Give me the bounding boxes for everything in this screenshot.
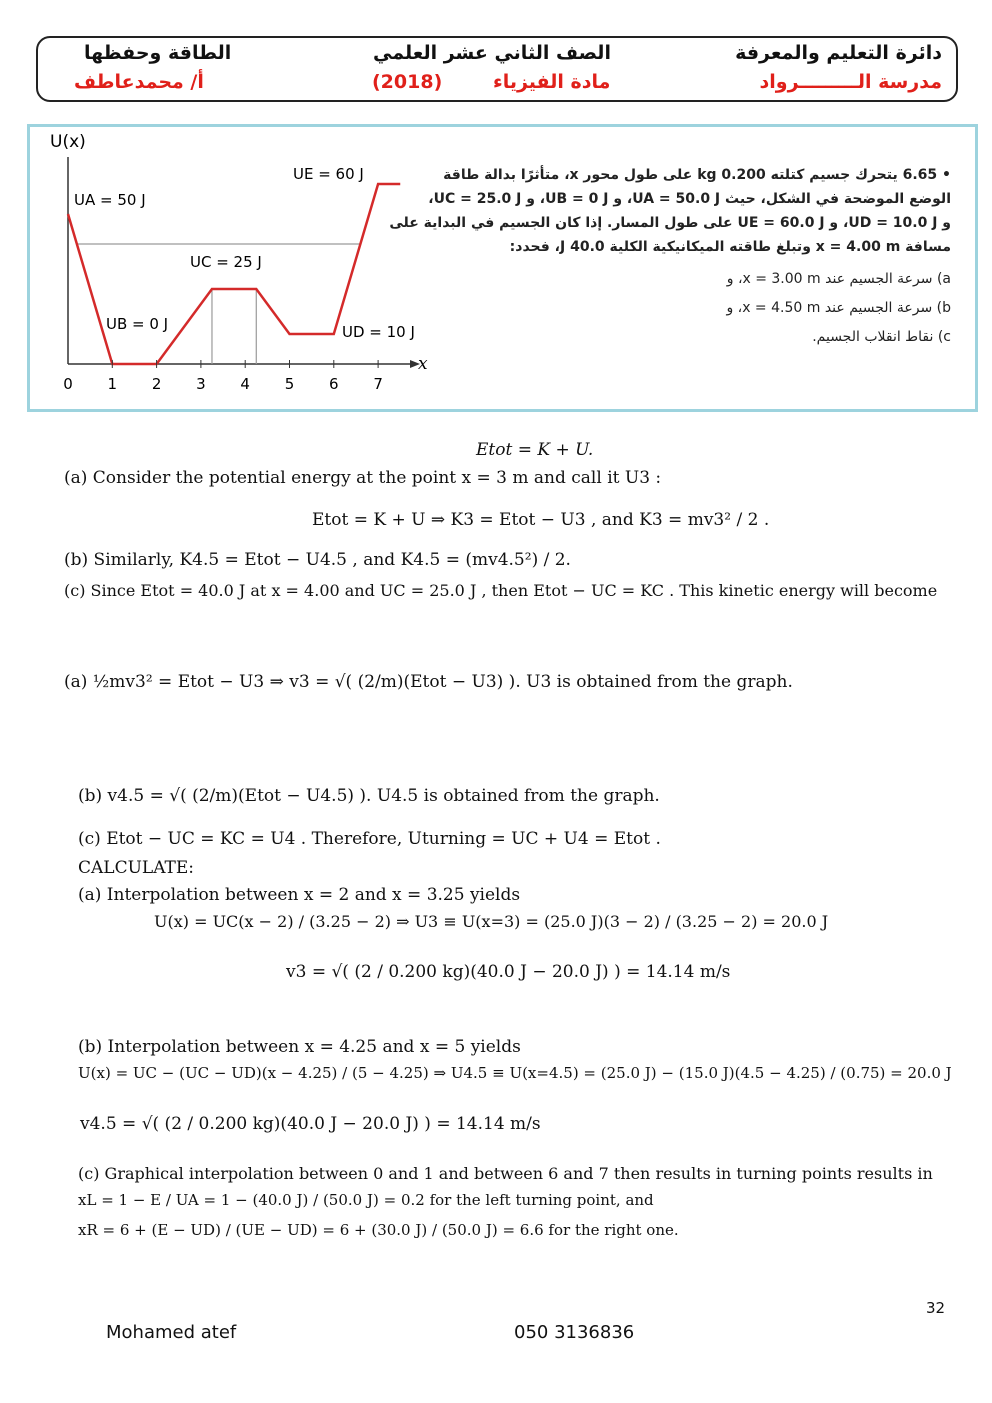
x-tick-label: 0 xyxy=(63,375,73,393)
solution-c-since: (c) Since Etot = 40.0 J at x = 4.00 and UC = 25.0 J , then Etot − UC = KC . This kinetic energy will become xyxy=(64,581,938,600)
header-school: مدرسة الـــــــــرواد xyxy=(759,71,942,93)
x-tick-label: 6 xyxy=(329,375,339,393)
x-tick-label: 3 xyxy=(196,375,206,393)
x-tick-label: 7 xyxy=(373,375,383,393)
header-box xyxy=(36,36,958,102)
etot-equation: Etot = K + U. xyxy=(476,440,594,460)
solution-a-ux: U(x) = UC(x − 2) / (3.25 − 2) ⇒ U3 ≡ U(x=3) = (25.0 J)(3 − 2) / (3.25 − 2) = 20.0 J xyxy=(154,912,829,931)
solution-c-xl: xL = 1 − E / UA = 1 − (40.0 J) / (50.0 J) = 0.2 for the left turning point, and xyxy=(78,1191,654,1209)
footer-author: Mohamed atef xyxy=(106,1322,237,1343)
x-tick-label: 5 xyxy=(284,375,295,393)
solution-b-formula: (b) v4.5 = √( (2/m)(Etot − U4.5) ). U4.5 is obtained from the graph. xyxy=(78,786,660,806)
problem-line-1: • 6.65 يتحرك جسيم كتلته 0.200 kg على طول محور x، متأثرًا بدالة طاقة xyxy=(443,167,951,183)
solution-c-formula: (c) Etot − UC = KC = U4 . Therefore, Uturning = UC + U4 = Etot . xyxy=(78,829,661,849)
header-year: (2018) xyxy=(372,71,443,93)
label-uc: UC = 25 J xyxy=(190,253,262,271)
problem-part-a: a) سرعة الجسيم عند x = 3.00 m، و xyxy=(726,271,951,287)
solution-b-similarly: (b) Similarly, K4.5 = Etot − U4.5 , and K4.5 = (mv4.5²) / 2. xyxy=(64,550,571,570)
solution-a-intro: (a) Consider the potential energy at the point x = 3 m and call it U3 : xyxy=(64,468,662,488)
solution-a-equation: Etot = K + U ⇒ K3 = Etot − U3 , and K3 = mv3² / 2 . xyxy=(312,510,770,530)
problem-line-3: و UD = 10.0 J، و UE = 60.0 J على طول المسار. إذا كان الجسيم في البداية على xyxy=(389,215,951,231)
solution-c-interp: (c) Graphical interpolation between 0 and 1 and between 6 and 7 then results in turning points results in xyxy=(78,1164,933,1183)
x-tick-label: 4 xyxy=(240,375,250,393)
label-ub: UB = 0 J xyxy=(106,315,169,333)
solution-b-interp: (b) Interpolation between x = 4.25 and x = 5 yields xyxy=(78,1037,521,1057)
header-grade: الصف الثاني عشر العلمي xyxy=(373,42,611,64)
solution-a-formula: (a) ½mv3² = Etot − U3 ⇒ v3 = √( (2/m)(Etot − U3) ). U3 is obtained from the graph. xyxy=(64,672,793,692)
calculate-heading: CALCULATE: xyxy=(78,858,195,878)
problem-line-2: الوضع الموضحة في الشكل، حيث UA = 50.0 J، و UB = 0 J، و UC = 25.0 J، xyxy=(428,191,951,207)
solution-b-velocity: v4.5 = √( (2 / 0.200 kg)(40.0 J − 20.0 J) ) = 14.14 m/s xyxy=(80,1114,541,1134)
solution-b-ux: U(x) = UC − (UC − UD)(x − 4.25) / (5 − 4.25) ⇒ U4.5 ≡ U(x=4.5) = (25.0 J) − (15.0 J)(4.5 − 4.25) / (0.75) = 20.0 J xyxy=(78,1064,952,1082)
header-topic: الطاقة وحفظها xyxy=(84,42,232,64)
potential-energy-graph xyxy=(30,127,440,407)
page-number: 32 xyxy=(926,1299,946,1317)
x-tick-label: 2 xyxy=(151,375,162,393)
x-axis-label: x xyxy=(418,354,428,374)
x-tick-label: 1 xyxy=(107,375,118,393)
footer-phone: 050 3136836 xyxy=(514,1322,635,1343)
header-subject: مادة الفيزياء xyxy=(493,71,611,93)
label-ua: UA = 50 J xyxy=(74,191,146,209)
problem-part-b: b) سرعة الجسيم عند x = 4.50 m، و xyxy=(726,300,951,316)
y-axis-label: U(x) xyxy=(50,132,86,152)
problem-line-4: مسافة x = 4.00 m وتبلغ طاقته الميكانيكية الكلية 40.0 J، فحدد: xyxy=(509,239,951,255)
solution-a-velocity: v3 = √( (2 / 0.200 kg)(40.0 J − 20.0 J) ) = 14.14 m/s xyxy=(286,962,731,982)
solution-c-xr: xR = 6 + (E − UD) / (UE − UD) = 6 + (30.0 J) / (50.0 J) = 6.6 for the right one. xyxy=(78,1221,679,1239)
header-dept: دائرة التعليم والمعرفة xyxy=(735,42,942,64)
problem-part-c: c) نقاط انقلاب الجسيم. xyxy=(812,329,951,345)
problem-box xyxy=(27,124,978,412)
label-ue: UE = 60 J xyxy=(293,165,364,183)
header-teacher: أ/ محمدعاطف xyxy=(74,71,204,93)
solution-a-interp: (a) Interpolation between x = 2 and x = 3.25 yields xyxy=(78,885,521,905)
label-ud: UD = 10 J xyxy=(342,323,415,341)
